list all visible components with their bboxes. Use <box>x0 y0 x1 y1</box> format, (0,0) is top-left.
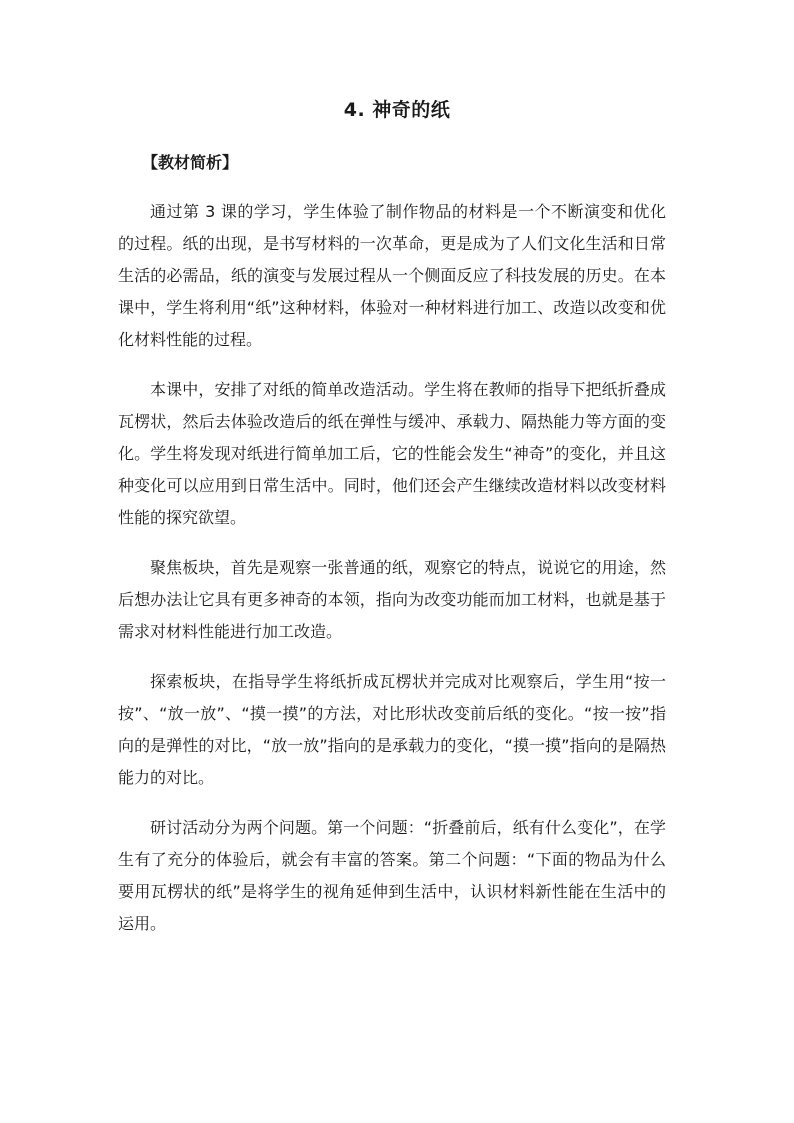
paragraph-5: 研讨活动分为两个问题。第一个问题：“折叠前后，纸有什么变化”，在学生有了充分的体验后，就会有丰富的答案。第二个问题：“下面的物品为什么要用瓦楞状的纸”是将学生的视角延伸到生活中，认识材料新性能在生活中的运用。 <box>118 818 666 933</box>
paragraph-4: 探索板块，在指导学生将纸折成瓦楞状并完成对比观察后，学生用“按一按”、“放一放”、“摸一摸”的方法，对比形状改变前后纸的变化。“按一按”指向的是弹性的对比，“放一放”指向的是承载力的变化，“摸一摸”指向的是隔热能力的对比。 <box>118 672 666 787</box>
paragraph-3: 聚焦板块，首先是观察一张普通的纸，观察它的特点，说说它的用途，然后想办法让它具有更多神奇的本领，指向为改变功能而加工材料，也就是基于需求对材料性能进行加工改造。 <box>118 558 666 641</box>
section-heading: 【教材简析】 <box>142 153 239 172</box>
page-title: 4. 神奇的纸 <box>343 99 451 121</box>
body-text <box>118 196 666 958</box>
paragraph-2: 本课中，安排了对纸的简单改造活动。学生将在教师的指导下把纸折叠成瓦楞状，然后去体验改造后的纸在弹性与缓冲、承载力、隔热能力等方面的变化。学生将发现对纸进行简单加工后，它的性能会发生“神奇”的变化，并且这种变化可以应用到日常生活中。同时，他们还会产生继续改造材料以改变材料性能的探究欲望。 <box>118 380 666 527</box>
paragraph-1: 通过第 3 课的学习，学生体验了制作物品的材料是一个不断演变和优化的过程。纸的出现，是书写材料的一次革命，更是成为了人们文化生活和日常生活的必需品，纸的演变与发展过程从一个侧面反应了科技发展的历史。在本课中，学生将利用“纸”这种材料，体验对一种材料进行加工、改造以改变和优化材料性能的过程。 <box>118 202 666 349</box>
